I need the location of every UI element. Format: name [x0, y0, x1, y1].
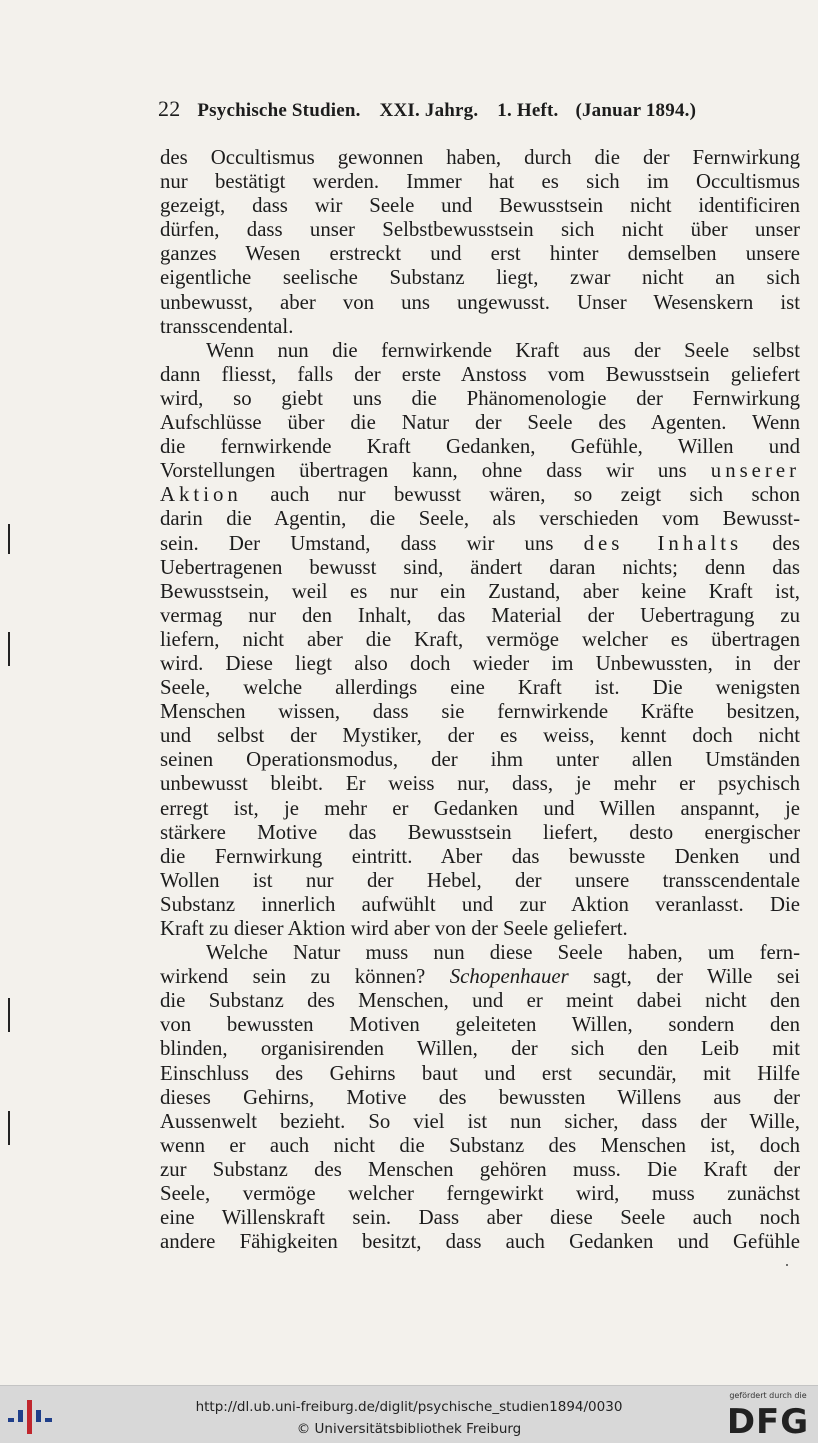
text-line: [160, 772, 800, 796]
text-line: [160, 989, 800, 1013]
text-segment: wenn er auch nicht die Substanz des Menschen ist, doch: [160, 1133, 800, 1157]
text-segment: seinen Operationsmodus, der ihm unter allen Umständen: [160, 748, 800, 772]
text-segment: dann fliesst, falls der erste Anstoss vom Bewusstsein geliefert: [160, 362, 800, 386]
text-line: [160, 266, 800, 290]
text-line: [160, 315, 800, 339]
text-segment: gezeigt, dass wir Seele und Bewusstsein nicht identificiren: [160, 194, 800, 218]
text-segment: Welche Natur muss nun diese Seele haben, um fern-: [206, 941, 800, 965]
text-segment: Seele, vermöge welcher ferngewirkt wird, muss zunächst: [160, 1182, 800, 1206]
text-segment: auch nur bewusst wären, so zeigt sich schon: [241, 483, 800, 507]
text-segment: Wollen ist nur der Hebel, der unsere transscendentale: [160, 868, 800, 892]
text-segment: ganzes Wesen erstreckt und erst hinter demselben unsere: [160, 242, 800, 266]
text-segment: Vorstellungen übertragen kann, ohne dass wir uns: [160, 459, 711, 483]
text-segment: unbewusst, aber von uns ungewusst. Unser Wesenskern ist: [160, 290, 800, 314]
journal-title: Psychische Studien.: [197, 100, 361, 121]
text-segment: dürfen, dass unser Selbstbewusstsein sich nicht über unser: [160, 218, 800, 242]
dfg-logo-icon[interactable]: [724, 1400, 812, 1438]
document-url[interactable]: http://dl.ub.uni-freiburg.de/diglit/psychische_studien1894/0030: [195, 1399, 623, 1415]
text-line: [160, 941, 800, 965]
text-segment: wirkend sein zu können?: [160, 965, 450, 989]
text-segment: Kraft zu dieser Aktion wird aber von der Seele geliefert.: [160, 917, 628, 940]
scan-gutter-mark: [8, 998, 10, 1032]
text-segment: darin die Agentin, die Seele, als verschieden vom Bewusst-: [160, 507, 800, 531]
text-line: [160, 700, 800, 724]
dfg-logo-text: DFG: [726, 1402, 810, 1438]
text-line: [160, 194, 800, 218]
text-segment: Seele, welche allerdings eine Kraft ist. Die wenigsten: [160, 676, 800, 700]
text-line: [160, 652, 800, 676]
text-line: [160, 556, 800, 580]
text-line: [160, 1037, 800, 1061]
text-segment: stärkere Motive das Bewusstsein liefert, desto energischer: [160, 820, 800, 844]
text-line: [160, 821, 800, 845]
text-line: [160, 748, 800, 772]
text-segment: sagt, der Wille sei: [568, 965, 800, 989]
running-head: [158, 96, 798, 122]
text-line: [160, 1110, 800, 1134]
text-segment: Aufschlüsse über die Natur der Seele des Agenten. Wenn: [160, 411, 800, 435]
text-line: [160, 1134, 800, 1158]
text-line: [160, 363, 800, 387]
viewer-footer: [0, 1385, 818, 1443]
text-line: [160, 1086, 800, 1110]
spaced-emphasis: Aktion: [160, 483, 242, 507]
text-segment: andere Fähigkeiten besitzt, dass auch Gedanken und Gefühle: [160, 1230, 800, 1254]
text-segment: zur Substanz des Menschen gehören muss. Die Kraft der: [160, 1157, 800, 1181]
scan-gutter-mark: [8, 1111, 10, 1145]
text-segment: des: [742, 531, 800, 555]
text-line: [160, 965, 800, 989]
text-segment: Aussenwelt bezieht. So viel ist nun sicher, dass der Wille,: [160, 1109, 800, 1133]
copyright-notice: © Universitätsbibliothek Freiburg: [296, 1421, 522, 1437]
text-line: [160, 724, 800, 748]
text-line: [160, 604, 800, 628]
text-line: [160, 483, 800, 507]
text-segment: Substanz innerlich aufwühlt und zur Aktion veranlasst. Die: [160, 892, 800, 916]
text-line: [160, 676, 800, 700]
volume-label: XXI. Jahrg.: [379, 100, 479, 121]
text-line: [160, 869, 800, 893]
text-segment: wird. Diese liegt also doch wieder im Unbewussten, in der: [160, 651, 800, 675]
text-line: [160, 435, 800, 459]
text-segment: Wenn nun die fernwirkende Kraft aus der Seele selbst: [206, 338, 800, 362]
issue-date: (Januar 1894.): [575, 100, 697, 121]
text-segment: dieses Gehirns, Motive des bewussten Willens aus der: [160, 1085, 800, 1109]
text-line: [160, 1206, 800, 1230]
text-segment: Einschluss des Gehirns baut und erst secundär, mit Hilfe: [160, 1061, 800, 1085]
text-line: [160, 1062, 800, 1086]
text-segment: transscendental.: [160, 314, 294, 338]
spaced-emphasis: des Inhalts: [583, 531, 743, 555]
text-line: [160, 1158, 800, 1182]
text-line: [160, 387, 800, 411]
text-line: [160, 291, 800, 315]
text-segment: die Fernwirkung eintritt. Aber das bewusste Denken und: [160, 844, 800, 868]
text-line: [160, 218, 800, 242]
body-text: [160, 146, 800, 1254]
issue-label: 1. Heft.: [497, 100, 559, 121]
text-line: [160, 580, 800, 604]
text-line: [160, 146, 800, 170]
text-line: [160, 893, 800, 917]
text-segment: Uebertragenen bewusst sind, ändert daran nichts; denn das: [160, 555, 800, 579]
text-segment: Menschen wissen, dass sie fernwirkende Kräfte besitzen,: [160, 700, 800, 724]
text-line: [160, 411, 800, 435]
text-segment: unbewusst bleibt. Er weiss nur, dass, je mehr er psychisch: [160, 772, 800, 796]
text-segment: nur bestätigt werden. Immer hat es sich im Occultismus: [160, 170, 800, 194]
text-line: [160, 845, 800, 869]
text-segment: erregt ist, je mehr er Gedanken und Willen anspannt, je: [160, 796, 800, 820]
spaced-emphasis: unserer: [710, 459, 800, 483]
text-line: [160, 797, 800, 821]
text-segment: vermag nur den Inhalt, das Material der Uebertragung zu: [160, 603, 800, 627]
text-segment: die fernwirkende Kraft Gedanken, Gefühle, Willen und: [160, 435, 800, 459]
scan-gutter-mark: [8, 524, 10, 554]
text-line: [160, 1013, 800, 1037]
text-line: [160, 917, 800, 941]
text-line: [160, 532, 800, 556]
text-segment: blinden, organisirenden Willen, der sich den Leib mit: [160, 1037, 800, 1061]
italic-name: Schopenhauer: [449, 965, 569, 989]
text-line: [160, 1182, 800, 1206]
dfg-funding-note: gefördert durch die: [729, 1391, 807, 1400]
text-line: [160, 170, 800, 194]
scan-speck: [786, 1264, 788, 1266]
text-segment: des Occultismus gewonnen haben, durch die der Fernwirkung: [160, 146, 800, 169]
text-segment: eine Willenskraft sein. Dass aber diese Seele auch noch: [160, 1206, 800, 1230]
text-line: [160, 1230, 800, 1254]
text-segment: von bewussten Motiven geleiteten Willen, sondern den: [160, 1013, 800, 1037]
scan-gutter-mark: [8, 632, 10, 666]
text-line: [160, 242, 800, 266]
text-segment: eigentliche seelische Substanz liegt, zwar nicht an sich: [160, 266, 800, 290]
text-line: [160, 339, 800, 363]
text-segment: Bewusstsein, weil es nur ein Zustand, aber keine Kraft ist,: [160, 579, 800, 603]
text-segment: wird, so giebt uns die Phänomenologie der Fernwirkung: [160, 386, 800, 410]
page-number: 22: [158, 96, 181, 121]
text-line: [160, 628, 800, 652]
text-segment: und selbst der Mystiker, der es weiss, kennt doch nicht: [160, 724, 800, 748]
text-segment: die Substanz des Menschen, und er meint dabei nicht den: [160, 989, 800, 1013]
text-segment: liefern, nicht aber die Kraft, vermöge welcher es übertragen: [160, 627, 800, 651]
text-segment: sein. Der Umstand, dass wir uns: [160, 531, 584, 555]
text-line: [160, 459, 800, 483]
text-line: [160, 507, 800, 531]
